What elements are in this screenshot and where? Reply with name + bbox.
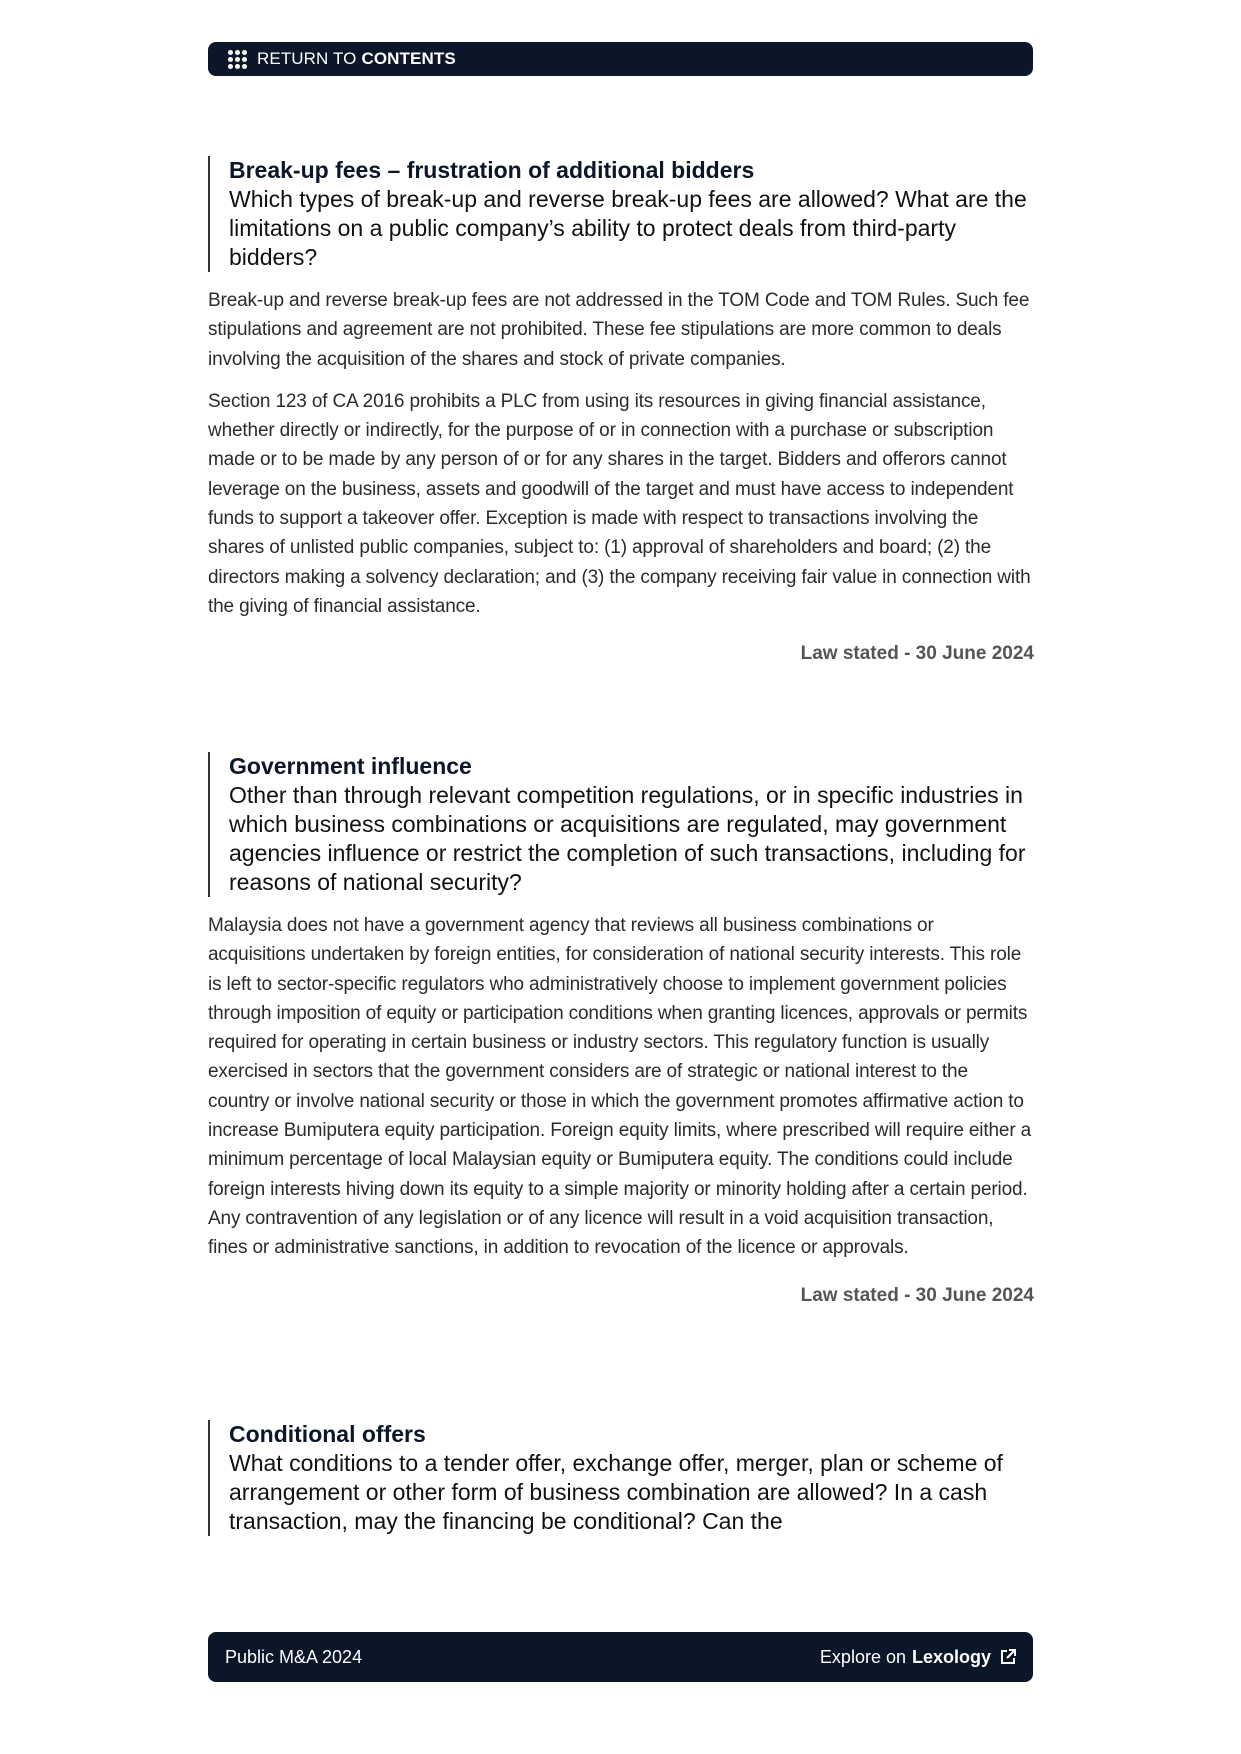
section-title: Conditional offers (229, 1421, 426, 1447)
law-stated: Law stated - 30 June 2024 (800, 643, 1034, 665)
publication-title: Public M&A 2024 (225, 1646, 363, 1667)
question-block (208, 752, 1034, 897)
section-government-influence (208, 752, 1034, 1307)
section-break-up-fees (208, 156, 1034, 665)
section-question: Which types of break-up and reverse break-up fees are allowed? What are the limitations on a public company’s ability to protect deals from third-party bidders? (229, 186, 1027, 270)
return-to-contents-bar[interactable] (208, 42, 1033, 76)
paragraph: Section 123 of CA 2016 prohibits a PLC from using its resources in giving financial assistance, whether directly or indirectly, for the purpose of or in connection with a purchase or subscription made or to be made by any person of or for any shares in the target. Bidders and offerors cannot leverage on the business, assets and goodwill of the target and must have access to independent funds to support a takeover offer. Exception is made with respect to transactions involving the shares of unlisted public companies, subject to: (1) approval of shareholders and board; (2) the directors making a solvency declaration; and (3) the company receiving fair value in connection with the giving of financial assistance. (208, 390, 1031, 617)
section-title: Government influence (229, 753, 472, 779)
explore-lexology-link[interactable] (820, 1647, 1017, 1668)
external-link-icon (999, 1648, 1017, 1666)
question-block (208, 156, 1034, 272)
section-title: Break-up fees – frustration of additional bidders (229, 157, 755, 183)
section-question: Other than through relevant competition regulations, or in specific industries in which business combinations or acquisitions are regulated, may government agencies influence or restrict the completion of such transactions, including for reasons of national security? (229, 782, 1026, 895)
return-label: RETURN TO (257, 49, 357, 68)
brand-name: Lexology (911, 1646, 991, 1667)
question-block (208, 1420, 1034, 1536)
section-conditional-offers (208, 1420, 1034, 1550)
contents-link[interactable]: CONTENTS (361, 49, 456, 68)
footer-bar (208, 1632, 1033, 1682)
law-stated: Law stated - 30 June 2024 (800, 1284, 1034, 1306)
explore-label: Explore on (819, 1646, 906, 1667)
section-question: What conditions to a tender offer, exchange offer, merger, plan or scheme of arrangement or other form of business combination are allowed? In a cash transaction, may the financing be conditional? Can the (229, 1450, 1003, 1534)
paragraph: Malaysia does not have a government agency that reviews all business combinations or acquisitions undertaken by foreign entities, for consideration of national security interests. This role is left to sector-specific regulators who administratively choose to implement government policies through imposition of equity or participation conditions when granting licences, approvals or permits required for operating in certain business or industry sectors. This regulatory function is usually exercised in sectors that the government considers are of strategic or national interest to the country or involve national security or those in which the government promotes affirmative action to increase Bumiputera equity participation. Foreign equity limits, where prescribed will require either a minimum percentage of local Malaysian equity or Bumiputera equity. The conditions could include foreign interests hiving down its equity to a simple majority or minority holding after a certain period. Any contravention of any legislation or of any licence will result in a void acquisition transaction, fines or administrative sanctions, in addition to revocation of the licence or approvals. (208, 915, 1032, 1259)
paragraph: Break-up and reverse break-up fees are not addressed in the TOM Code and TOM Rules. Such fee stipulations and agreement are not prohibited. These fee stipulations are more common to deals involving the acquisition of the shares and stock of private companies. (208, 290, 1030, 370)
grid-menu-icon (228, 50, 247, 69)
